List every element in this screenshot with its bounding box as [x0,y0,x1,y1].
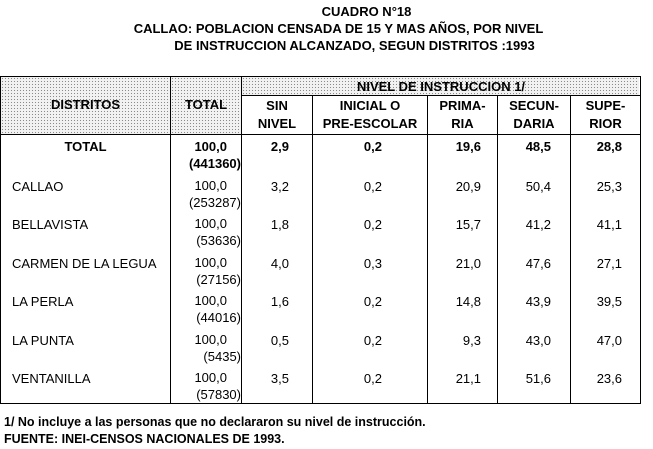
header-inicial-2: PRE-ESCOLAR [322,116,418,131]
header-secundaria-1: SECUN- [509,98,559,113]
row-sin-value: 1,6 [270,294,289,309]
row-total-pct: 100,0 [194,255,227,270]
row-secundaria-value: 48,5 [525,139,551,154]
row-superior-value: 27,1 [596,256,622,271]
row-inicial-value: 0,3 [363,256,382,271]
row-total-pct: 100,0 [194,216,227,231]
row-district-name: LA PERLA [12,294,74,309]
header-sin-2: NIVEL [257,116,297,131]
row-inicial-value: 0,2 [363,371,382,386]
row-inicial-value: 0,2 [363,217,382,232]
row-district-name: VENTANILLA [12,371,91,386]
row-primaria-value: 20,9 [455,179,481,194]
header-distritos: DISTRITOS [50,97,121,112]
header-inicial-1: INICIAL O [339,98,401,113]
row-superior-value: 25,3 [596,179,622,194]
row-sin-value: 1,8 [270,217,289,232]
source-note: FUENTE: INEI-CENSOS NACIONALES DE 1993. [4,432,285,446]
row-total-count: (27156) [196,272,241,287]
header-primaria-2: RIA [451,116,474,131]
row-total-pct: 100,0 [194,293,227,308]
row-sin-value: 0,5 [270,333,289,348]
row-primaria-value: 21,1 [455,371,481,386]
col-border-sin [312,95,313,404]
table-title-line2: DE INSTRUCCION ALCANZADO, SEGUN DISTRITOS :1993 [174,38,535,53]
row-superior-value: 41,1 [596,217,622,232]
row-inicial-value: 0,2 [363,179,382,194]
row-secundaria-value: 50,4 [525,179,551,194]
row-district-name: CALLAO [12,179,64,194]
header-secundaria-2: DARIA [513,116,555,131]
header-primaria-1: PRIMA- [439,98,486,113]
row-total-count: (5435) [203,349,241,364]
row-total-count: (57830) [196,387,241,402]
row-sin-value: 2,9 [270,139,289,154]
row-secundaria-value: 41,2 [525,217,551,232]
header-bottom-border [0,134,641,135]
footnote: 1/ No incluye a las personas que no declararon su nivel de instrucción. [4,415,426,429]
table-top-border [0,76,641,77]
row-primaria-value: 15,7 [455,217,481,232]
row-secundaria-value: 51,6 [525,371,551,386]
row-inicial-value: 0,2 [363,333,382,348]
row-total-pct: 100,0 [194,139,227,154]
header-nivel-group: NIVEL DE INSTRUCCION 1/ [356,79,526,94]
row-total-count: (253287) [188,195,241,210]
row-sin-value: 4,0 [270,256,289,271]
row-primaria-value: 9,3 [462,333,481,348]
col-border-left [0,76,1,404]
row-district-name: TOTAL [64,139,107,154]
row-superior-value: 47,0 [596,333,622,348]
row-total-count: (44016) [196,310,241,325]
row-total-count: (441360) [188,156,241,171]
row-secundaria-value: 43,0 [525,333,551,348]
header-sin-1: SIN [266,98,288,113]
row-secundaria-value: 43,9 [525,294,551,309]
table-bottom-border [0,403,641,404]
row-secundaria-value: 47,6 [525,256,551,271]
col-border-right [640,76,641,404]
row-district-name: CARMEN DE LA LEGUA [12,256,157,271]
row-district-name: LA PUNTA [12,333,74,348]
row-inicial-value: 0,2 [363,294,382,309]
row-total-count: (53636) [196,233,241,248]
row-inicial-value: 0,2 [363,139,382,154]
row-sin-value: 3,2 [270,179,289,194]
row-superior-value: 23,6 [596,371,622,386]
header-total: TOTAL [184,97,228,112]
row-total-pct: 100,0 [194,178,227,193]
row-superior-value: 39,5 [596,294,622,309]
header-superior-2: RIOR [589,116,622,131]
header-superior-1: SUPE- [585,98,626,113]
row-sin-value: 3,5 [270,371,289,386]
row-total-pct: 100,0 [194,332,227,347]
row-superior-value: 28,8 [596,139,622,154]
nivel-divider [241,95,641,96]
row-district-name: BELLAVISTA [12,217,89,232]
table-number: CUADRO N°18 [321,4,412,19]
row-primaria-value: 19,6 [455,139,481,154]
row-primaria-value: 14,8 [455,294,481,309]
row-primaria-value: 21,0 [455,256,481,271]
row-total-pct: 100,0 [194,370,227,385]
table-title-line1: CALLAO: POBLACION CENSADA DE 15 Y MAS AÑOS, POR NIVEL [133,21,544,36]
